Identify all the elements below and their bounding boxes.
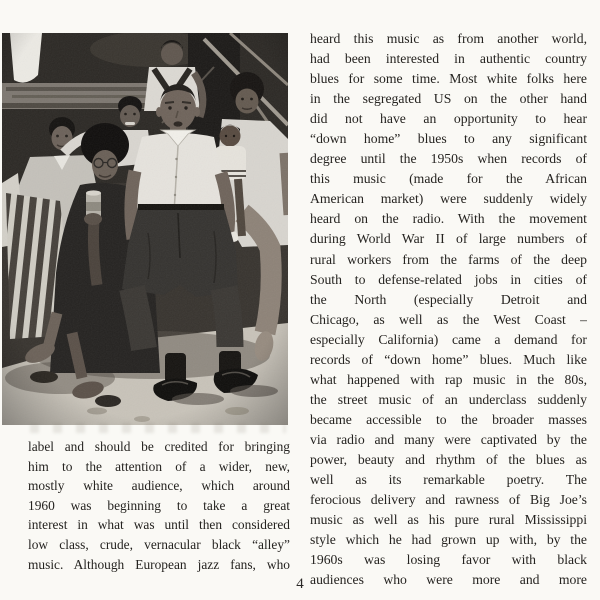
text-line: interest in what was until then considered [28,517,290,533]
text-line: “down home” blues to any significant [310,131,587,147]
text-line: degree until the 1950s when records of [310,151,587,167]
text-line: rural workers from the farms of the deep [310,251,587,267]
group-photo-illustration [2,33,288,425]
text-line: American market) were suddenly widely [310,191,587,207]
text-line: the North (especially Detroit and [310,291,587,307]
text-line: records of “down home” blues. Much like [310,351,587,367]
text-line: him to the attention of a wider, new, [28,458,290,474]
text-line: mostly white audience, which around [28,478,290,494]
text-line: became accessible to the broader masses [310,411,587,427]
text-line: blues for some time. Most white folks here [310,71,587,87]
bleed-through-artifact [30,423,286,433]
text-line: low class, crude, vernacular black “alley” [28,536,290,552]
left-text-column [28,437,290,574]
text-line: music. Although European jazz fans, who [28,556,290,572]
text-line: style which he had grown up with, by the [310,532,587,548]
text-line: ferocious delivery and rawness of Big Joe’s [310,492,587,508]
text-line: via radio and many were captivated by the [310,431,587,447]
text-line: this music (made for the African [310,171,587,187]
text-line: label and should be credited for bringing [28,439,290,454]
text-line: heard this music as from another world, [310,31,587,46]
right-text-column [310,29,587,590]
group-photo [2,33,288,425]
text-line: audiences who were more and more [310,572,587,588]
text-line: power, beauty and rhythm of the blues as [310,451,587,467]
text-line: Chicago, as well as the West Coast – [310,311,587,327]
photo-vignette-overlay [2,33,288,425]
text-line: 1960s was losing favor with black [310,552,587,568]
text-line: music as well as his pure rural Mississippi [310,512,587,528]
text-line: had been interested in authentic country [310,51,587,67]
text-line: well as its remarkable poetry. The [310,472,587,488]
text-line: especially California) came a demand for [310,331,587,347]
page-number: 4 [296,576,304,592]
text-line: did not have an opportunity to hear [310,111,587,127]
text-line: in the segregated US on the other hand [310,91,587,107]
text-line: what happened with rap music in the 80s, [310,371,587,387]
text-line: heard on the radio. With the movement [310,211,587,227]
text-line: the street music of an underclass suddenly [310,391,587,407]
text-line: South to defense-related jobs in cities of [310,271,587,287]
text-line: 1960 was beginning to take a great [28,497,290,513]
text-line: during World War II of large numbers of [310,231,587,247]
